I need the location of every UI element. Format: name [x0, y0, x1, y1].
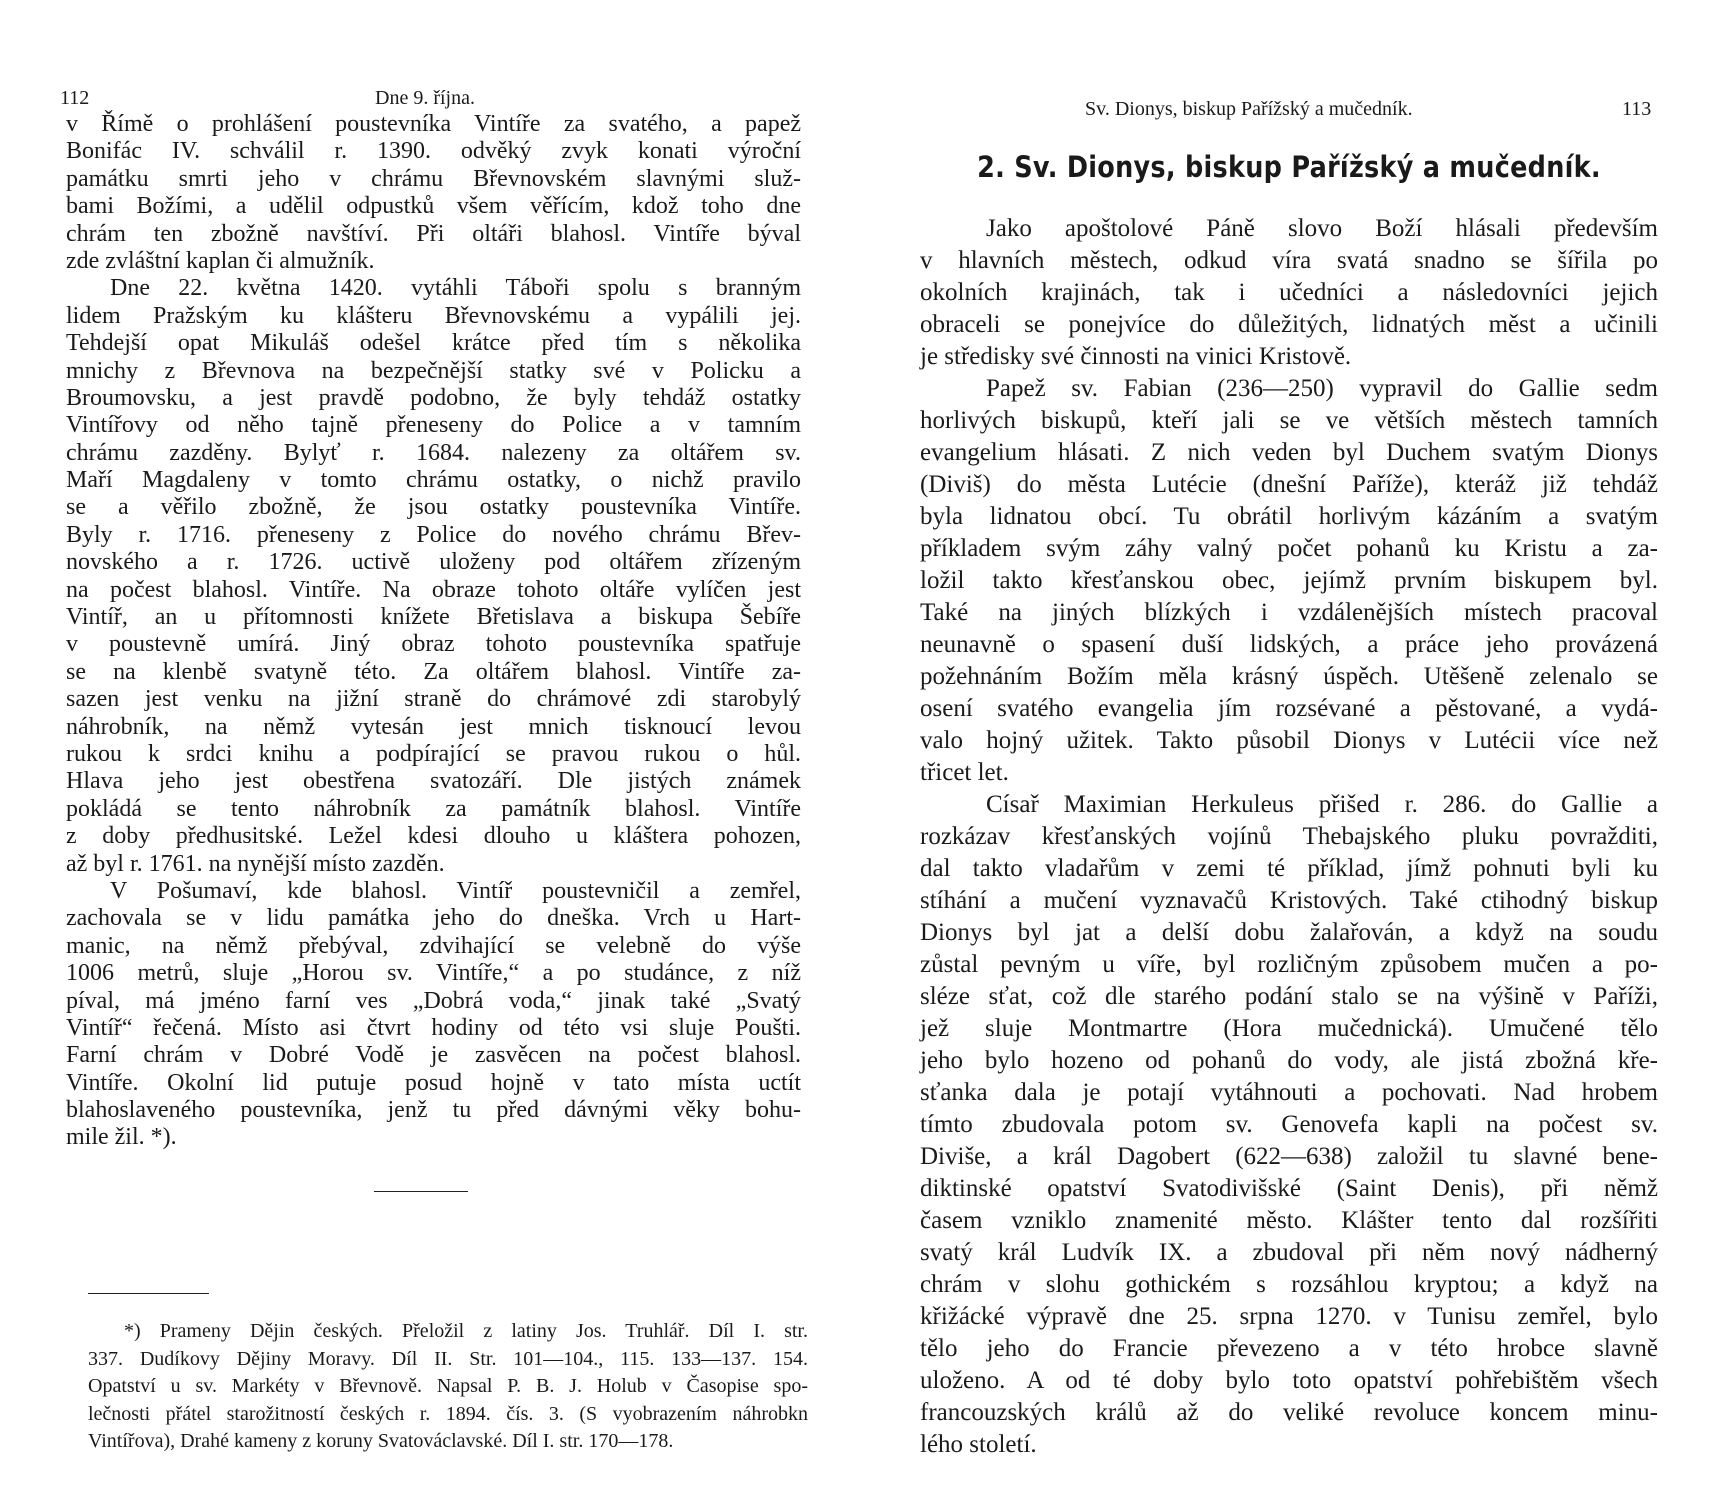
text-line: lého století. — [920, 1431, 1037, 1458]
text-line: rukou k srdci knihu a podpírající se pravou rukou o hůl. — [66, 740, 801, 767]
text-line: jeho bylo hozeno od pohanů do vody, ale jistá zbožná kře- — [920, 1047, 1658, 1074]
text-line: až byl r. 1761. na nynější místo zazděn. — [66, 850, 445, 877]
text-line: rozkázav křesťanských vojínů Thebajského pluku povražditi, — [920, 823, 1658, 850]
text-line: okolních krajinách, tak i učedníci a následovníci jejich — [920, 279, 1658, 306]
text-line: jež sluje Montmartre (Hora mučednická). Umučené tělo — [920, 1015, 1658, 1042]
text-line: píval, má jméno farní ves „Dobrá voda,“ jinak také „Svatý — [66, 987, 801, 1014]
text-line: Hlava jeho jest obestřena svatozáří. Dle jistých známek — [66, 768, 801, 795]
footnote-line: 337. Dudíkovy Dějiny Moravy. Díl II. Str. 101—104., 115. 133—137. 154. — [88, 1347, 808, 1370]
text-line: blahoslaveného poustevníka, jenž tu před dávnými věky bohu- — [66, 1097, 801, 1124]
footnote-line: lečnosti přátel starožitností českých r. 1894. čís. 3. (S vyobrazením náhrobkn — [88, 1402, 808, 1425]
text-line: příkladem svým záhy valný počet pohanů ku Kristu a za- — [920, 535, 1658, 562]
text-line: tělo jeho do Francie převezeno a v této hrobce slavně — [920, 1335, 1658, 1362]
text-line: mnichy z Břevnova na bezpečnější statky své v Policku a — [66, 357, 801, 384]
text-line: Diviše, a král Dagobert (622—638) založil tu slavné bene- — [920, 1143, 1658, 1170]
text-line: třicet let. — [920, 759, 1009, 786]
footnote-rule — [88, 1293, 209, 1294]
right-page-number: 113 — [1622, 98, 1652, 120]
text-line: horlivých biskupů, kteří jali se ve větších městech tamních — [920, 407, 1658, 434]
text-line: požehnáním Božím měla krásný úspěch. Utěšeně zelenalo se — [920, 663, 1658, 690]
text-line: tímto zbudovala potom sv. Genovefa kapli na počest sv. — [920, 1111, 1658, 1138]
text-line: francouzských králů až do veliké revoluce koncem minu- — [920, 1399, 1658, 1426]
text-line: zde zvláštní kaplan či almužník. — [66, 247, 375, 274]
text-line: 1006 metrů, sluje „Horou sv. Vintíře,“ a po studánce, z níž — [66, 960, 801, 987]
text-line: chrám v slohu gothickém s rozsáhlou kryptou; a když na — [920, 1271, 1658, 1298]
text-line: zachovala se v lidu památka jeho do dneška. Vrch u Hart- — [66, 905, 801, 932]
text-line: Vintíř, an u přítomnosti knížete Břetislava a biskupa Šebíře — [66, 604, 801, 631]
text-line: Jako apoštolové Páně slovo Boží hlásali především — [986, 215, 1658, 242]
text-line: časem vzniklo znamenité město. Klášter tento dal rozšířiti — [920, 1207, 1658, 1234]
text-line: uloženo. A od té doby bylo toto opatství pohřebištěm všech — [920, 1367, 1658, 1394]
text-line: zůstal pevným u víře, byl rozličným způsobem mučen a po- — [920, 951, 1658, 978]
chapter-title: 2. Sv. Dionys, biskup Pařížský a mučedník. — [977, 150, 1601, 184]
text-line: je středisky své činnosti na vinici Kristově. — [920, 343, 1352, 370]
text-line: neunavně o spasení duší lidských, a práce jeho provázená — [920, 631, 1658, 658]
text-line: chrám ten zbožně navštíví. Při oltáři blahosl. Vintíře býval — [66, 220, 801, 247]
text-line: obraceli se ponejvíce do důležitých, lidnatých měst a učinili — [920, 311, 1658, 338]
text-line: se a věřilo zbožně, že jsou ostatky poustevníka Vintíře. — [66, 494, 801, 521]
text-line: pokládá se tento náhrobník za památník blahosl. Vintíře — [66, 795, 801, 822]
text-line: sléze sťat, což dle starého podání stalo se na výšině v Paříži, — [920, 983, 1658, 1010]
text-line: lidem Pražským ku klášteru Břevnovskému a vypálili jej. — [66, 302, 801, 329]
text-line: se na klenbě svatyně této. Za oltářem blahosl. Vintíře za- — [66, 658, 801, 685]
text-line: Vintíř“ řečená. Místo asi čtvrt hodiny od této vsi sluje Poušti. — [66, 1014, 801, 1041]
text-line: mile žil. *). — [66, 1124, 177, 1151]
left-page-body — [66, 111, 801, 1152]
text-line: ložil takto křesťanskou obec, jejímž prvním biskupem byl. — [920, 567, 1658, 594]
left-running-head: Dne 9. října. — [375, 87, 475, 109]
text-line: památku smrti jeho v chrámu Břevnovském slavnými služ- — [66, 165, 801, 192]
text-line: Vintíře. Okolní lid putuje posud hojně v tato místa uctít — [66, 1069, 801, 1096]
text-line: osení svatého evangelia jím rozsévané a pěstované, a vydá- — [920, 695, 1658, 722]
text-line: Maří Magdaleny v tomto chrámu ostatky, o nichž pravilo — [66, 467, 801, 494]
text-line: Broumovsku, a jest pravdě podobno, že byly tehdáž ostatky — [66, 384, 801, 411]
text-line: v hlavních městech, odkud víra svatá snadno se šířila po — [920, 247, 1658, 274]
text-line: (Diviš) do města Lutécie (dnešní Paříže), kteráž již tehdáž — [920, 471, 1658, 498]
text-line: náhrobník, na němž vytesán jest mnich tisknoucí levou — [66, 713, 801, 740]
text-line: Vintířovy od něho tajně přeneseny do Police a v tamním — [66, 412, 801, 439]
text-line: Byly r. 1716. přeneseny z Police do nového chrámu Břev- — [66, 521, 801, 548]
text-line: na počest blahosl. Vintíře. Na obraze tohoto oltáře vylíčen jest — [66, 576, 801, 603]
text-line: v Římě o prohlášení poustevníka Vintíře za svatého, a papež — [66, 111, 801, 137]
text-line: křižácké výpravě dne 25. srpna 1270. v Tunisu zemřel, bylo — [920, 1303, 1658, 1330]
text-line: valo hojný užitek. Takto působil Dionys v Lutécii více než — [920, 727, 1658, 754]
text-line: Tehdejší opat Mikuláš odešel krátce před tím s několika — [66, 330, 801, 357]
text-line: Bonifác IV. schválil r. 1390. odvěký zvyk konati výroční — [66, 138, 801, 165]
text-line: sťanka dala je potají vytáhnouti a pochovati. Nad hrobem — [920, 1079, 1658, 1106]
text-line: chrámu zazděny. Bylyť r. 1684. nalezeny za oltářem sv. — [66, 439, 801, 466]
text-line: Také na jiných blízkých i vzdálenějších místech pracoval — [920, 599, 1658, 626]
text-line: stíhání a mučení vyznavačů Kristových. Také ctihodný biskup — [920, 887, 1658, 914]
text-line: diktinské opatství Svatodivišské (Saint Denis), při němž — [920, 1175, 1658, 1202]
right-page-body — [920, 213, 1658, 1461]
text-line: dal takto vladařům v zemi té příklad, jímž pohnuti byli ku — [920, 855, 1658, 882]
footnote-line: Opatství u sv. Markéty v Břevnově. Napsal P. B. J. Holub v Časopise spo- — [88, 1375, 808, 1397]
footnote-line: Vintířova), Drahé kameny z koruny Svatováclavské. Díl I. str. 170—178. — [88, 1430, 674, 1452]
text-line: sazen jest venku na jižní straně do chrámové zdi starobylý — [66, 686, 801, 713]
text-line: Dionys byl jat a delší dobu žalařován, a když na soudu — [920, 919, 1658, 946]
text-line: manic, na němž přebýval, zdvihající se velebně do výše — [66, 932, 801, 959]
section-divider — [374, 1191, 468, 1192]
text-line: svatý král Ludvík IX. a zbudoval při něm nový nádherný — [920, 1239, 1658, 1266]
left-page-number: 112 — [60, 87, 90, 109]
footnote — [88, 1318, 808, 1456]
text-line: z doby předhusitské. Ležel kdesi dlouho u kláštera pohozen, — [66, 823, 801, 850]
right-running-head: Sv. Dionys, biskup Pařížský a mučedník. — [1085, 98, 1413, 120]
text-line: Papež sv. Fabian (236—250) vypravil do Gallie sedm — [986, 375, 1658, 402]
text-line: byla lidnatou obcí. Tu obrátil horlivým kázáním a svatým — [920, 503, 1658, 530]
footnote-line: *) Prameny Dějin českých. Přeložil z latiny Jos. Truhlář. Díl I. str. — [124, 1320, 808, 1342]
text-line: V Pošumaví, kde blahosl. Vintíř poustevničil a zemřel, — [110, 877, 801, 904]
text-line: Dne 22. května 1420. vytáhli Táboři spolu s branným — [110, 275, 801, 302]
text-line: evangelium hlásati. Z nich veden byl Duchem svatým Dionys — [920, 439, 1658, 466]
text-line: Farní chrám v Dobré Vodě je zasvěcen na počest blahosl. — [66, 1042, 801, 1069]
text-line: Císař Maximian Herkuleus přišed r. 286. do Gallie a — [986, 791, 1658, 818]
text-line: v poustevně umírá. Jiný obraz tohoto poustevníka spatřuje — [66, 631, 801, 658]
text-line: novského a r. 1726. uctivě uloženy pod oltářem zřízeným — [66, 549, 801, 576]
text-line: bami Božími, a udělil odpustků všem věřícím, kdož toho dne — [66, 193, 801, 220]
